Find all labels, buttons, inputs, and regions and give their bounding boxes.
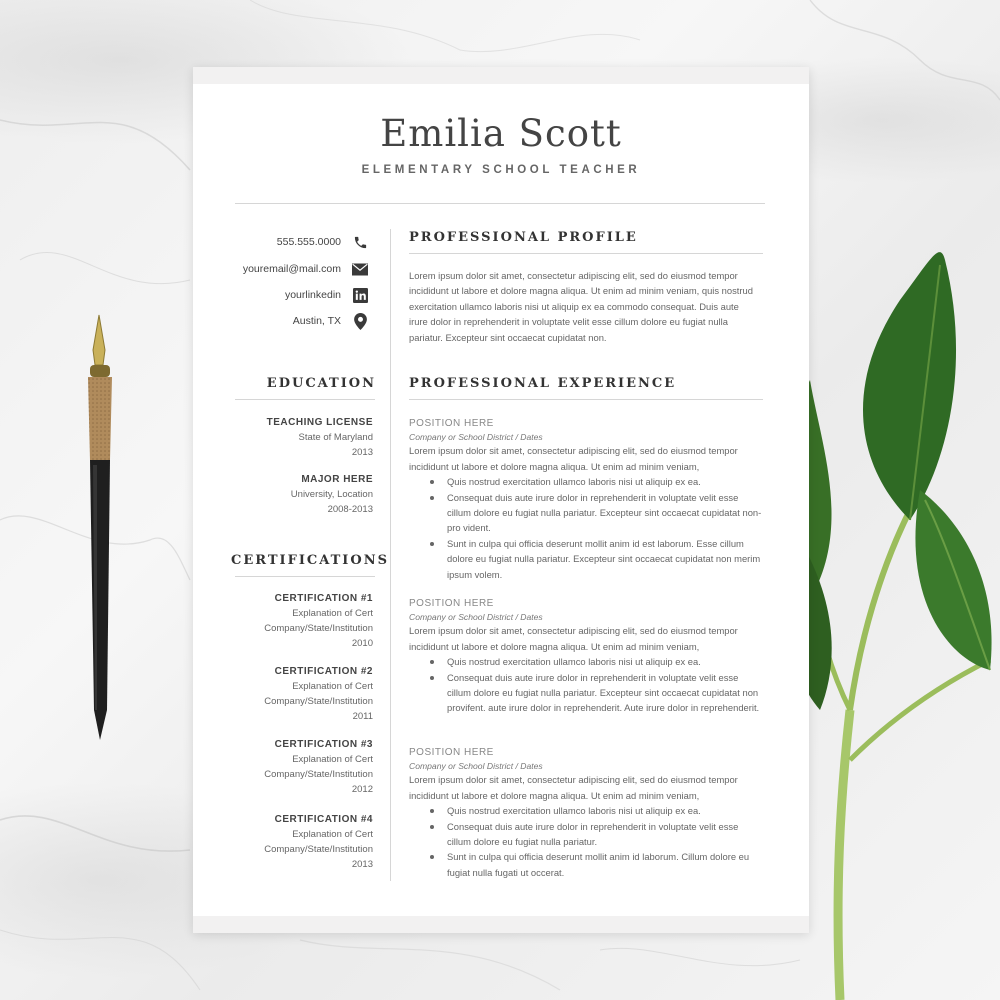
plant-leaves-image xyxy=(780,240,1000,1000)
job-position: POSITION HERE xyxy=(409,747,494,758)
resume-title: ELEMENTARY SCHOOL TEACHER xyxy=(361,164,641,176)
contact-email-text: youremail@mail.com xyxy=(242,263,341,275)
map-pin-icon xyxy=(351,312,369,330)
job-summary: Lorem ipsum dolor sit amet, consectetur adipiscing elit, sed do eiusmod tempor incididunt ut labore et dolore magna aliqua. Ut enim ad minim veniam, xyxy=(409,774,738,801)
header-divider xyxy=(235,203,765,204)
resume-name: Emilia Scott xyxy=(380,112,622,155)
job-bullet: Sunt in culpa qui officia deserunt mollit anim id laborum. Cillum dolore eu fugiat nulla fugati ut occerat. xyxy=(447,849,764,880)
job-bullet: Consequat duis aute irure dolor in reprehenderit in voluptate velit esse cillum dolore eu fugiat nulla pariatur. xyxy=(447,819,764,850)
job-company: Company or School District / Dates xyxy=(409,432,543,443)
education-title: TEACHING LICENSE xyxy=(266,417,373,428)
education-item xyxy=(231,415,373,460)
job-summary: Lorem ipsum dolor sit amet, consectetur adipiscing elit, sed do eiusmod tempor incididunt ut labore et dolore magna aliqua. Ut enim ad minim veniam, xyxy=(409,445,738,472)
contact-location-text: Austin, TX xyxy=(292,315,341,327)
job-bullets xyxy=(409,654,764,716)
certification-year: 2012 xyxy=(351,784,373,795)
contact-location xyxy=(293,312,369,330)
fountain-pen-image xyxy=(60,310,140,760)
certification-item xyxy=(231,737,373,797)
job-position: POSITION HERE xyxy=(409,598,494,609)
job-entry xyxy=(409,745,764,880)
certification-explanation: Explanation of Cert xyxy=(292,681,373,692)
certifications-divider xyxy=(235,576,375,577)
job-bullets xyxy=(409,474,764,582)
job-bullets xyxy=(409,803,764,880)
job-bullet: Consequat duis aute irure dolor in reprehenderit in voluptate velit esse cillum dolore eu fugiat nulla pariatur. Excepteur sint occaecat cupidatat non-pro vident. xyxy=(447,490,764,536)
education-divider xyxy=(235,399,375,400)
education-heading: EDUCATION xyxy=(266,376,376,391)
top-band xyxy=(193,67,809,84)
profile-divider xyxy=(409,253,763,254)
certification-explanation: Explanation of Cert xyxy=(292,754,373,765)
certification-title: CERTIFICATION #2 xyxy=(274,666,373,677)
experience-heading: PROFESSIONAL EXPERIENCE xyxy=(409,376,677,391)
bottom-band xyxy=(193,916,809,933)
job-company: Company or School District / Dates xyxy=(409,612,543,623)
certification-explanation: Explanation of Cert xyxy=(292,608,373,619)
certification-institution: Company/State/Institution xyxy=(264,844,373,855)
certifications-heading: CERTIFICATIONS xyxy=(231,553,389,568)
certification-title: CERTIFICATION #1 xyxy=(274,593,373,604)
job-summary: Lorem ipsum dolor sit amet, consectetur adipiscing elit, sed do eiusmod tempor incididunt ut labore et dolore magna aliqua. Ut enim ad minim veniam, xyxy=(409,625,738,652)
contact-linkedin xyxy=(285,286,369,304)
education-line: University, Location xyxy=(290,489,373,500)
education-title: MAJOR HERE xyxy=(301,474,373,485)
contact-email xyxy=(243,260,369,278)
certification-institution: Company/State/Institution xyxy=(264,623,373,634)
education-year: 2013 xyxy=(351,447,373,458)
certification-year: 2010 xyxy=(351,638,373,649)
envelope-icon xyxy=(351,260,369,278)
education-item xyxy=(231,472,373,517)
job-entry xyxy=(409,596,764,716)
job-company: Company or School District / Dates xyxy=(409,761,543,772)
contact-phone xyxy=(277,233,369,251)
profile-text: Lorem ipsum dolor sit amet, consectetur adipiscing elit, sed do eiusmod tempor incididunt ut labore et dolore magna aliqua. Ut enim ad minim veniam, quis nostrud exercitation ullamco laboris nisi ut aliquip ex ea commodo consequat. Duis aute irure dolor in reprehenderit in voluptate velit esse cillum dolore eu fugiat nulla pariatur. Excepteur sint occaecat cupidatat non. xyxy=(409,270,753,343)
column-divider xyxy=(390,229,391,881)
contact-phone-text: 555.555.0000 xyxy=(276,236,341,248)
experience-divider xyxy=(409,399,763,400)
job-bullet: Quis nostrud exercitation ullamco laboris nisi ut aliquip ex ea. xyxy=(447,803,764,818)
certification-year: 2011 xyxy=(352,711,373,722)
certification-institution: Company/State/Institution xyxy=(264,696,373,707)
job-bullet: Consequat duis aute irure dolor in reprehenderit in voluptate velit esse cillum dolore eu fugiat nulla pariatur. Excepteur sint occaecat cupidatat non provifent. aute irure dolor in reprehenderit. Aute irure dolor in reprehenderit. xyxy=(447,670,764,716)
certification-institution: Company/State/Institution xyxy=(264,769,373,780)
job-entry xyxy=(409,416,764,582)
job-bullet: Sunt in culpa qui officia deserunt mollit anim id est laborum. Esse cillum dolore eu fugiat nulla pariatur. Excepteur sint occaecat cupidatat non merim ipsum volem. xyxy=(447,536,764,582)
contact-linkedin-text: yourlinkedin xyxy=(284,289,341,301)
job-position: POSITION HERE xyxy=(409,418,494,429)
education-line: State of Maryland xyxy=(298,432,373,443)
resume-page xyxy=(193,67,809,933)
certification-explanation: Explanation of Cert xyxy=(292,829,373,840)
certification-item xyxy=(231,812,373,872)
certification-title: CERTIFICATION #3 xyxy=(274,739,373,750)
certification-title: CERTIFICATION #4 xyxy=(274,814,373,825)
certification-item xyxy=(231,591,373,651)
linkedin-icon xyxy=(351,286,369,304)
certification-item xyxy=(231,664,373,724)
profile-heading: PROFESSIONAL PROFILE xyxy=(409,230,638,245)
job-bullet: Quis nostrud exercitation ullamco laboris nisi ut aliquip ex ea. xyxy=(447,474,764,489)
job-bullet: Quis nostrud exercitation ullamco laboris nisi ut aliquip ex ea. xyxy=(447,654,764,669)
certification-year: 2013 xyxy=(351,859,373,870)
phone-icon xyxy=(351,233,369,251)
education-year: 2008-2013 xyxy=(327,504,373,515)
